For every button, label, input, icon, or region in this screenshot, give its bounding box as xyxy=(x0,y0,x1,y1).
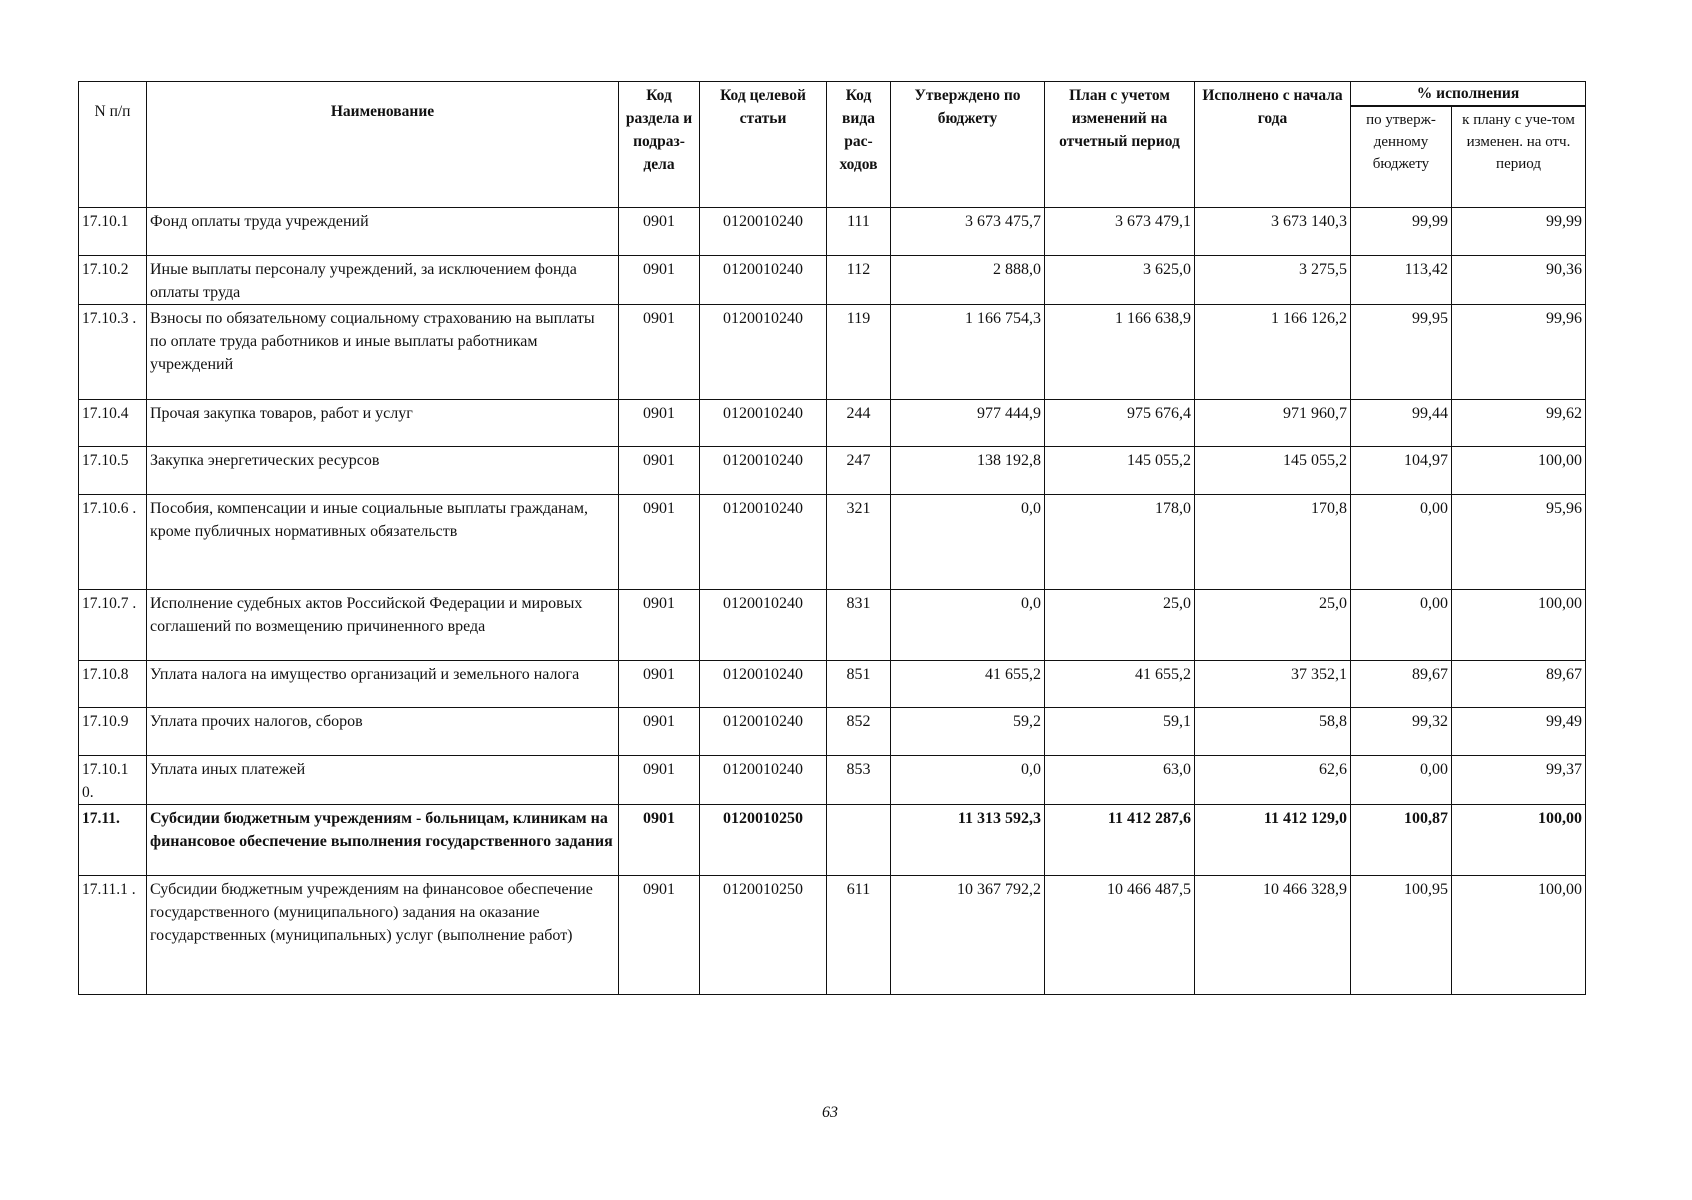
row-number: 17.10.7 . xyxy=(79,590,147,661)
row-number: 17.10.5 xyxy=(79,447,147,495)
row-pct-plan: 99,49 xyxy=(1452,708,1586,756)
row-pct-plan: 95,96 xyxy=(1452,495,1586,590)
table-row xyxy=(79,305,1586,400)
row-executed: 25,0 xyxy=(1195,590,1351,661)
row-target-code: 0120010240 xyxy=(700,756,827,805)
row-name: Субсидии бюджетным учреждениям на финансовое обеспечение государственного (муниципального) задания на оказание государственных (муниципальных) услуг (выполнение работ) xyxy=(147,876,619,995)
row-expense-type-code: 851 xyxy=(827,661,891,708)
row-plan: 25,0 xyxy=(1045,590,1195,661)
row-number: 17.11. xyxy=(79,805,147,876)
table-row xyxy=(79,876,1586,995)
page-number: 63 xyxy=(822,1104,838,1121)
header-target-code: Код целевой статьи xyxy=(700,82,827,208)
row-plan: 145 055,2 xyxy=(1045,447,1195,495)
row-number: 17.10.3 . xyxy=(79,305,147,400)
row-expense-type-code: 611 xyxy=(827,876,891,995)
row-plan: 63,0 xyxy=(1045,756,1195,805)
row-pct-plan: 100,00 xyxy=(1452,876,1586,995)
header-plan: План с учетом изменений на отчетный период xyxy=(1045,82,1195,208)
row-approved: 1 166 754,3 xyxy=(891,305,1045,400)
row-target-code: 0120010240 xyxy=(700,305,827,400)
row-section-code: 0901 xyxy=(619,661,700,708)
row-executed: 1 166 126,2 xyxy=(1195,305,1351,400)
row-target-code: 0120010240 xyxy=(700,661,827,708)
row-plan: 3 625,0 xyxy=(1045,256,1195,305)
row-target-code: 0120010240 xyxy=(700,708,827,756)
row-plan: 59,1 xyxy=(1045,708,1195,756)
row-plan: 11 412 287,6 xyxy=(1045,805,1195,876)
row-pct-approved: 113,42 xyxy=(1351,256,1452,305)
row-executed: 37 352,1 xyxy=(1195,661,1351,708)
row-number: 17.11.1 . xyxy=(79,876,147,995)
row-number: 17.10.2 xyxy=(79,256,147,305)
row-target-code: 0120010240 xyxy=(700,495,827,590)
row-approved: 2 888,0 xyxy=(891,256,1045,305)
header-pct-plan: к плану с уче-том изменен. на отч. период xyxy=(1452,106,1586,208)
row-pct-approved: 99,95 xyxy=(1351,305,1452,400)
row-executed: 10 466 328,9 xyxy=(1195,876,1351,995)
table-row xyxy=(79,661,1586,708)
table-row xyxy=(79,805,1586,876)
row-name: Иные выплаты персоналу учреждений, за исключением фонда оплаты труда xyxy=(147,256,619,305)
table-row xyxy=(79,256,1586,305)
row-pct-plan: 99,99 xyxy=(1452,208,1586,256)
table-row xyxy=(79,708,1586,756)
row-executed: 11 412 129,0 xyxy=(1195,805,1351,876)
row-name: Уплата налога на имущество организаций и земельного налога xyxy=(147,661,619,708)
row-section-code: 0901 xyxy=(619,208,700,256)
row-section-code: 0901 xyxy=(619,495,700,590)
row-number: 17.10.9 xyxy=(79,708,147,756)
row-expense-type-code: 831 xyxy=(827,590,891,661)
row-target-code: 0120010240 xyxy=(700,256,827,305)
row-section-code: 0901 xyxy=(619,876,700,995)
row-name: Прочая закупка товаров, работ и услуг xyxy=(147,400,619,447)
row-plan: 3 673 479,1 xyxy=(1045,208,1195,256)
row-name: Закупка энергетических ресурсов xyxy=(147,447,619,495)
row-section-code: 0901 xyxy=(619,256,700,305)
row-executed: 971 960,7 xyxy=(1195,400,1351,447)
row-approved: 41 655,2 xyxy=(891,661,1045,708)
row-pct-approved: 0,00 xyxy=(1351,495,1452,590)
header-section-code: Код раздела и подраз-дела xyxy=(619,82,700,208)
row-plan: 10 466 487,5 xyxy=(1045,876,1195,995)
row-expense-type-code: 321 xyxy=(827,495,891,590)
table-row xyxy=(79,208,1586,256)
row-pct-plan: 100,00 xyxy=(1452,805,1586,876)
row-pct-approved: 0,00 xyxy=(1351,590,1452,661)
row-number: 17.10.1 xyxy=(79,208,147,256)
row-pct-plan: 99,62 xyxy=(1452,400,1586,447)
row-pct-plan: 99,96 xyxy=(1452,305,1586,400)
row-section-code: 0901 xyxy=(619,756,700,805)
table-row xyxy=(79,495,1586,590)
row-expense-type-code: 247 xyxy=(827,447,891,495)
row-expense-type-code: 111 xyxy=(827,208,891,256)
header-percent-group: % исполнения xyxy=(1351,82,1586,107)
row-executed: 3 673 140,3 xyxy=(1195,208,1351,256)
row-pct-approved: 99,32 xyxy=(1351,708,1452,756)
budget-execution-table xyxy=(78,81,1586,995)
row-target-code: 0120010240 xyxy=(700,590,827,661)
row-pct-approved: 89,67 xyxy=(1351,661,1452,708)
row-approved: 0,0 xyxy=(891,590,1045,661)
row-pct-approved: 0,00 xyxy=(1351,756,1452,805)
table-row xyxy=(79,447,1586,495)
row-name: Взносы по обязательному социальному страхованию на выплаты по оплате труда работников и иные выплаты работникам учреждений xyxy=(147,305,619,400)
row-executed: 145 055,2 xyxy=(1195,447,1351,495)
row-pct-plan: 100,00 xyxy=(1452,447,1586,495)
row-number: 17.10.1 0. xyxy=(79,756,147,805)
row-plan: 41 655,2 xyxy=(1045,661,1195,708)
header-name: Наименование xyxy=(147,82,619,208)
row-approved: 0,0 xyxy=(891,756,1045,805)
row-plan: 1 166 638,9 xyxy=(1045,305,1195,400)
row-name: Уплата иных платежей xyxy=(147,756,619,805)
row-plan: 975 676,4 xyxy=(1045,400,1195,447)
table-row xyxy=(79,590,1586,661)
header-pct-approved: по утверж-денному бюджету xyxy=(1351,106,1452,208)
row-section-code: 0901 xyxy=(619,805,700,876)
header-expense-type-code: Код вида рас-ходов xyxy=(827,82,891,208)
row-approved: 3 673 475,7 xyxy=(891,208,1045,256)
row-executed: 62,6 xyxy=(1195,756,1351,805)
row-expense-type-code: 244 xyxy=(827,400,891,447)
row-number: 17.10.6 . xyxy=(79,495,147,590)
table-row xyxy=(79,400,1586,447)
row-expense-type-code: 852 xyxy=(827,708,891,756)
table-body xyxy=(79,208,1586,995)
row-section-code: 0901 xyxy=(619,708,700,756)
row-approved: 11 313 592,3 xyxy=(891,805,1045,876)
row-target-code: 0120010240 xyxy=(700,447,827,495)
row-name: Уплата прочих налогов, сборов xyxy=(147,708,619,756)
row-name: Фонд оплаты труда учреждений xyxy=(147,208,619,256)
row-name: Исполнение судебных актов Российской Федерации и мировых соглашений по возмещению причиненного вреда xyxy=(147,590,619,661)
row-pct-approved: 104,97 xyxy=(1351,447,1452,495)
row-target-code: 0120010250 xyxy=(700,876,827,995)
row-expense-type-code xyxy=(827,805,891,876)
row-section-code: 0901 xyxy=(619,400,700,447)
row-target-code: 0120010240 xyxy=(700,208,827,256)
row-name: Субсидии бюджетным учреждениям - больницам, клиникам на финансовое обеспечение выполнения государственного задания xyxy=(147,805,619,876)
row-section-code: 0901 xyxy=(619,590,700,661)
row-plan: 178,0 xyxy=(1045,495,1195,590)
row-pct-plan: 99,37 xyxy=(1452,756,1586,805)
row-expense-type-code: 119 xyxy=(827,305,891,400)
row-approved: 138 192,8 xyxy=(891,447,1045,495)
row-approved: 977 444,9 xyxy=(891,400,1045,447)
row-pct-plan: 89,67 xyxy=(1452,661,1586,708)
row-number: 17.10.4 xyxy=(79,400,147,447)
row-executed: 58,8 xyxy=(1195,708,1351,756)
row-approved: 59,2 xyxy=(891,708,1045,756)
header-approved: Утверждено по бюджету xyxy=(891,82,1045,208)
row-pct-approved: 99,99 xyxy=(1351,208,1452,256)
row-expense-type-code: 853 xyxy=(827,756,891,805)
header-executed: Исполнено с начала года xyxy=(1195,82,1351,208)
row-target-code: 0120010250 xyxy=(700,805,827,876)
row-section-code: 0901 xyxy=(619,305,700,400)
row-section-code: 0901 xyxy=(619,447,700,495)
row-pct-plan: 100,00 xyxy=(1452,590,1586,661)
row-executed: 170,8 xyxy=(1195,495,1351,590)
row-number: 17.10.8 xyxy=(79,661,147,708)
row-pct-approved: 99,44 xyxy=(1351,400,1452,447)
row-target-code: 0120010240 xyxy=(700,400,827,447)
header-num: N п/п xyxy=(79,82,147,208)
row-pct-approved: 100,87 xyxy=(1351,805,1452,876)
header-row-top xyxy=(79,82,1586,107)
table-row xyxy=(79,756,1586,805)
row-approved: 0,0 xyxy=(891,495,1045,590)
row-name: Пособия, компенсации и иные социальные выплаты гражданам, кроме публичных нормативных обязательств xyxy=(147,495,619,590)
row-executed: 3 275,5 xyxy=(1195,256,1351,305)
row-pct-plan: 90,36 xyxy=(1452,256,1586,305)
row-approved: 10 367 792,2 xyxy=(891,876,1045,995)
row-pct-approved: 100,95 xyxy=(1351,876,1452,995)
row-expense-type-code: 112 xyxy=(827,256,891,305)
